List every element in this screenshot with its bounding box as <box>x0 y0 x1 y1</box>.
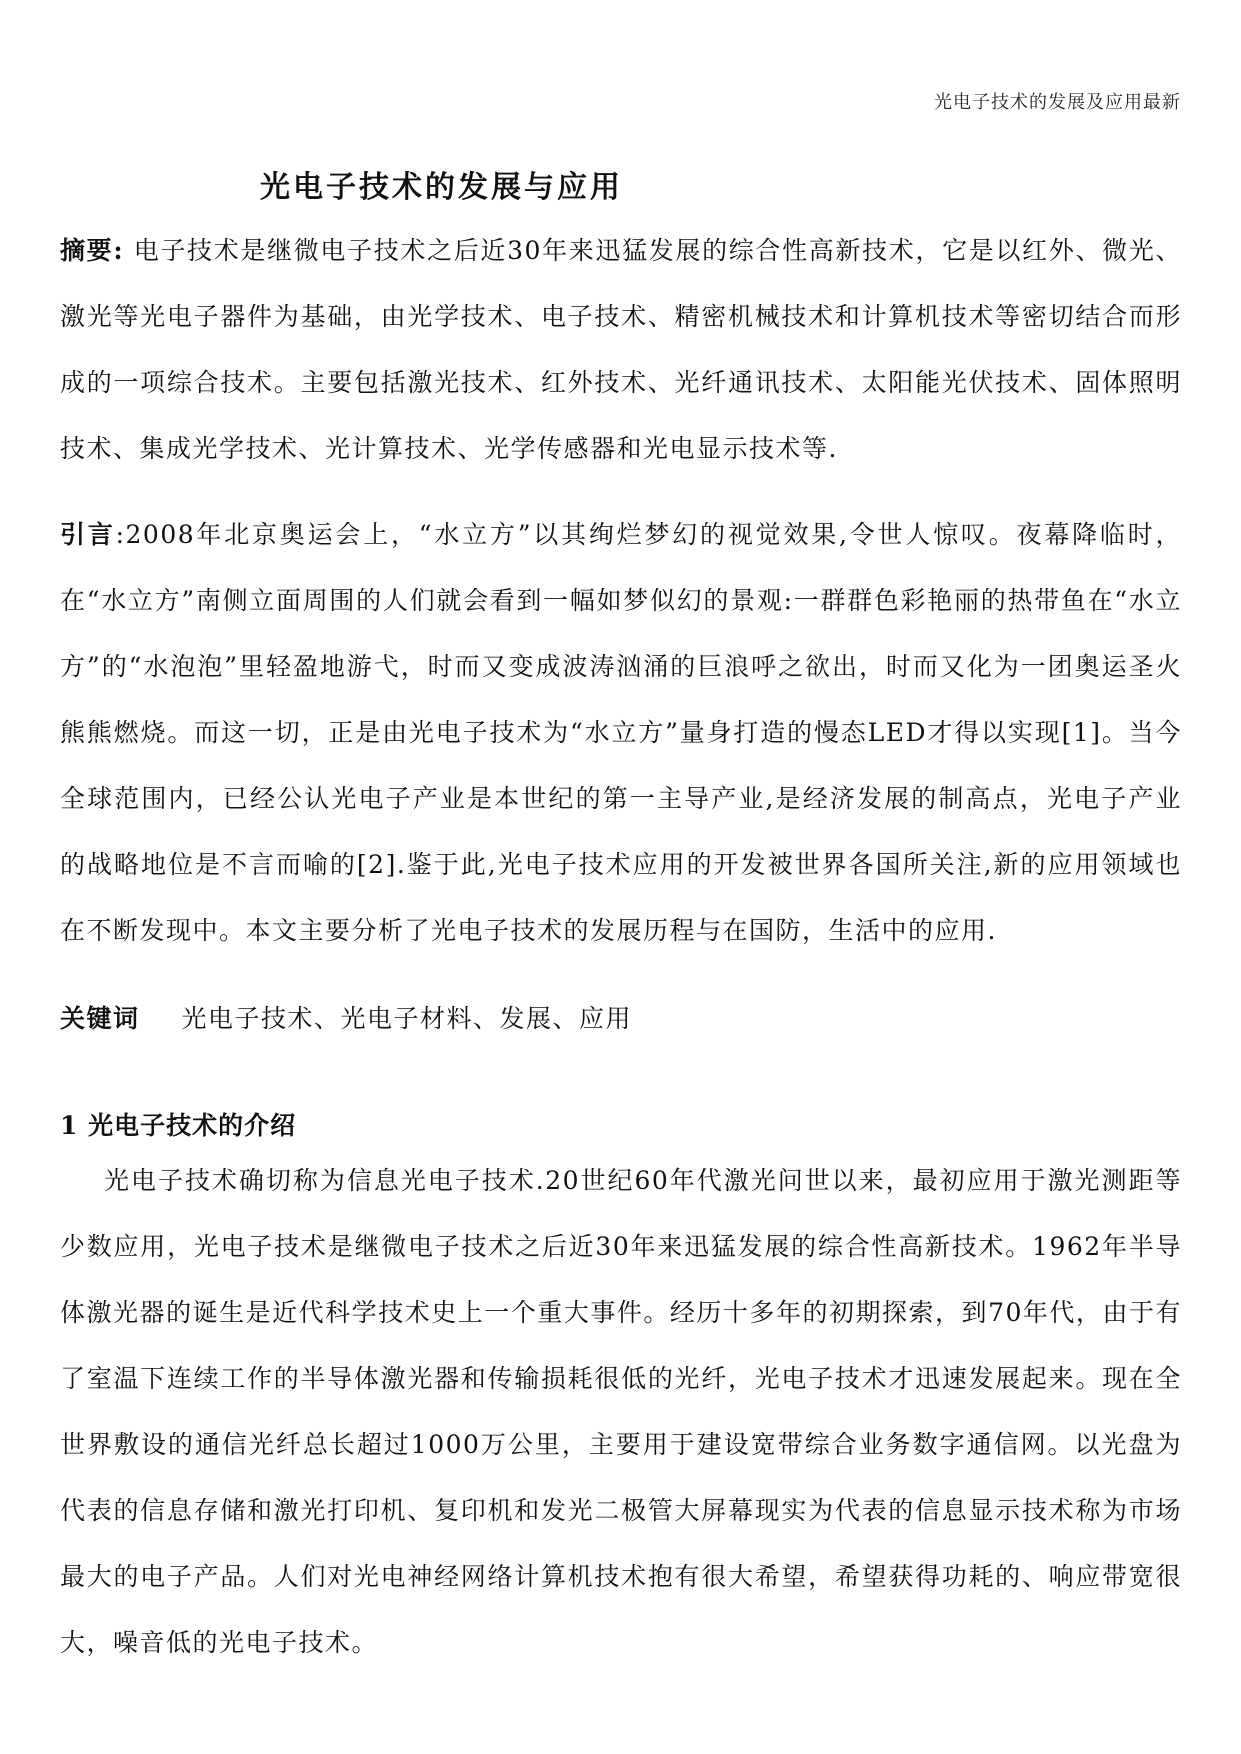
abstract-label: 摘要: <box>60 236 125 265</box>
running-header: 光电子技术的发展及应用最新 <box>934 92 1181 113</box>
keywords-label: 关键词 <box>60 1004 140 1033</box>
introduction-text: :2008年北京奥运会上，“水立方”以其绚烂梦幻的视觉效果,令世人惊叹。夜幕降临时，在“水立方”南侧立面周围的人们就会看到一幅如梦似幻的景观:一群群色彩艳丽的热带鱼在“水立方”的“水泡泡”里轻盈地游弋，时而又变成波涛汹涌的巨浪呼之欲出，时而又化为一团奥运圣火熊熊燃烧。而这一切，正是由光电子技术为“水立方”量身打造的慢态LED才得以实现[1]。当今全球范围内，已经公认光电子产业是本世纪的第一主导产业,是经济发展的制高点，光电子产业的战略地位是不言而喻的[2].鉴于此,光电子技术应用的开发被世界各国所关注,新的应用领域也在不断发现中。本文主要分析了光电子技术的发展历程与在国防，生活中的应用. <box>60 520 1182 945</box>
section-heading: 1 光电子技术的介绍 <box>60 1111 297 1140</box>
abstract-paragraph <box>60 218 1182 482</box>
introduction-label: 引言 <box>60 520 116 549</box>
introduction-paragraph <box>60 502 1182 964</box>
keywords-text: 光电子技术、光电子材料、发展、应用 <box>181 1004 633 1033</box>
keywords-line <box>60 986 1182 1052</box>
document-title: 光电子技术的发展与应用 <box>260 170 623 205</box>
section-paragraph: 光电子技术确切称为信息光电子技术.20世纪60年代激光问世以来，最初应用于激光测距等少数应用，光电子技术是继微电子技术之后近30年来迅猛发展的综合性高新技术。1962年半导体激光器的诞生是近代科学技术史上一个重大事件。经历十多年的初期探索，到70年代，由于有了室温下连续工作的半导体激光器和传输损耗很低的光纤，光电子技术才迅速发展起来。现在全世界敷设的通信光纤总长超过1000万公里，主要用于建设宽带综合业务数字通信网。以光盘为代表的信息存储和激光打印机、复印机和发光二极管大屏幕现实为代表的信息显示技术称为市场最大的电子产品。人们对光电神经网络计算机技术抱有很大希望，希望获得功耗的、响应带宽很大，噪音低的光电子技术。 <box>60 1166 1182 1657</box>
abstract-text: 电子技术是继微电子技术之后近30年来迅猛发展的综合性高新技术，它是以红外、微光、激光等光电子器件为基础，由光学技术、电子技术、精密机械技术和计算机技术等密切结合而形成的一项综合技术。主要包括激光技术、红外技术、光纤通讯技术、太阳能光伏技术、固体照明技术、集成光学技术、光计算技术、光学传感器和光电显示技术等. <box>60 236 1182 463</box>
